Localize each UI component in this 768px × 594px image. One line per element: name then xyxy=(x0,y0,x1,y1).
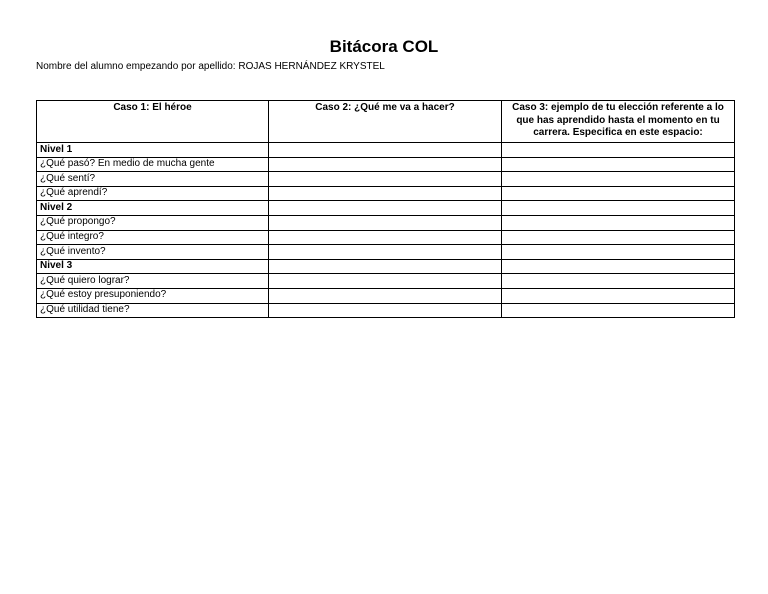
header-caso-3: Caso 3: ejemplo de tu elección referente a lo que has aprendido hasta el momento en tu carrera. Especifica en este espacio: xyxy=(502,101,735,143)
row-label: Nivel 1 xyxy=(37,143,269,158)
row-label: Nivel 2 xyxy=(37,201,269,216)
table-row xyxy=(37,157,735,172)
log-table xyxy=(36,100,735,318)
cell-caso-3 xyxy=(502,245,735,260)
table-row xyxy=(37,201,735,216)
table-row xyxy=(37,303,735,318)
cell-caso-2 xyxy=(269,259,502,274)
cell-caso-3 xyxy=(502,201,735,216)
row-label: ¿Qué pasó? En medio de mucha gente xyxy=(37,157,269,172)
table-row xyxy=(37,245,735,260)
cell-caso-2 xyxy=(269,245,502,260)
cell-caso-2 xyxy=(269,201,502,216)
document-title: Bitácora COL xyxy=(329,37,439,56)
cell-caso-2 xyxy=(269,303,502,318)
cell-caso-3 xyxy=(502,230,735,245)
cell-caso-2 xyxy=(269,230,502,245)
row-label: Nivel 3 xyxy=(37,259,269,274)
cell-caso-3 xyxy=(502,288,735,303)
cell-caso-3 xyxy=(502,215,735,230)
table-row xyxy=(37,230,735,245)
cell-caso-2 xyxy=(269,288,502,303)
cell-caso-2 xyxy=(269,143,502,158)
cell-caso-3 xyxy=(502,157,735,172)
table-row xyxy=(37,259,735,274)
row-label: ¿Qué integro? xyxy=(37,230,269,245)
cell-caso-3 xyxy=(502,274,735,289)
header-caso-1: Caso 1: El héroe xyxy=(37,101,269,143)
table-row xyxy=(37,186,735,201)
row-label: ¿Qué invento? xyxy=(37,245,269,260)
cell-caso-3 xyxy=(502,259,735,274)
cell-caso-3 xyxy=(502,143,735,158)
cell-caso-2 xyxy=(269,172,502,187)
row-label: ¿Qué utilidad tiene? xyxy=(37,303,269,318)
cell-caso-3 xyxy=(502,186,735,201)
cell-caso-2 xyxy=(269,274,502,289)
row-label: ¿Qué estoy presuponiendo? xyxy=(37,288,269,303)
student-name-line: Nombre del alumno empezando por apellido: ROJAS HERNÁNDEZ KRYSTEL xyxy=(36,61,385,72)
table-row xyxy=(37,288,735,303)
table-header-row xyxy=(37,101,735,143)
row-label: ¿Qué quiero lograr? xyxy=(37,274,269,289)
cell-caso-2 xyxy=(269,157,502,172)
cell-caso-2 xyxy=(269,215,502,230)
row-label: ¿Qué aprendí? xyxy=(37,186,269,201)
header-caso-2: Caso 2: ¿Qué me va a hacer? xyxy=(269,101,502,143)
table-row xyxy=(37,172,735,187)
table-row xyxy=(37,274,735,289)
cell-caso-2 xyxy=(269,186,502,201)
cell-caso-3 xyxy=(502,172,735,187)
cell-caso-3 xyxy=(502,303,735,318)
table-row xyxy=(37,143,735,158)
row-label: ¿Qué propongo? xyxy=(37,215,269,230)
row-label: ¿Qué sentí? xyxy=(37,172,269,187)
table-row xyxy=(37,215,735,230)
